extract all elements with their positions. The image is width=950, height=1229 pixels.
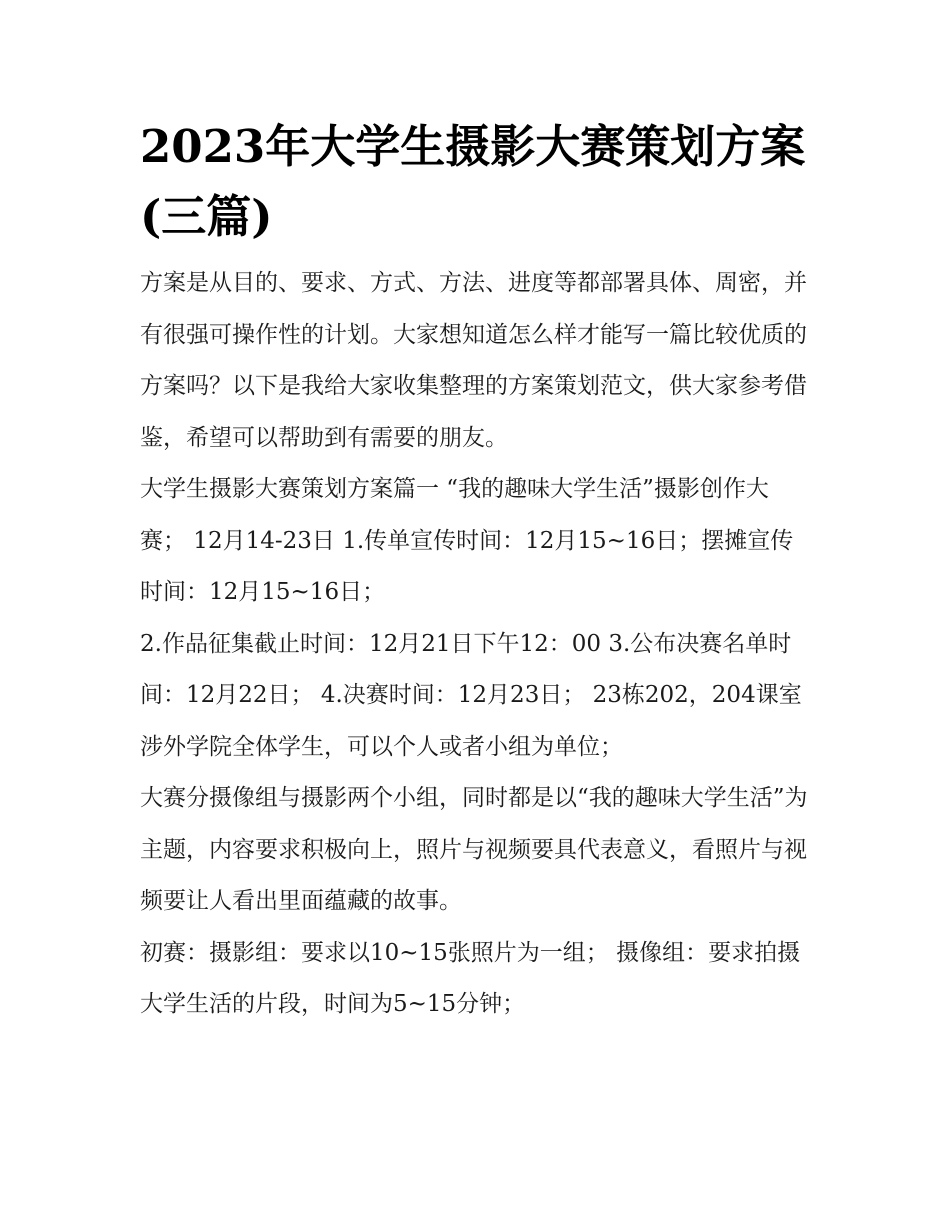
paragraph-schedule-part1: 大学生摄影大赛策划方案篇一 “我的趣味大学生活”摄影创作大赛； 12月14-23日 1.传单宣传时间：12月15~16日；摆摊宣传时间：12月15~16日； — [140, 476, 794, 605]
paragraph-participants: 涉外学院全体学生，可以个人或者小组为单位； — [140, 733, 623, 760]
paragraph-schedule-part2: 2.作品征集截止时间：12月21日下午12：00 3.公布决赛名单时间：12月22日； 4.决赛时间：12月23日； 23栋202，204课室 — [140, 630, 802, 708]
paragraph-contest-groups: 大赛分摄像组与摄影两个小组，同时都是以“我的趣味大学生活”为主题，内容要求积极向上，照片与视频要具代表意义，看照片与视频要让人看出里面蕴藏的故事。 — [140, 785, 808, 914]
paragraph-intro: 方案是从目的、要求、方式、方法、进度等都部署具体、周密，并有很强可操作性的计划。大家想知道怎么样才能写一篇比较优质的方案吗？以下是我给大家收集整理的方案策划范文，供大家参考借鉴，希望可以帮助到有需要的朋友。 — [140, 270, 807, 451]
document-body — [140, 112, 812, 1031]
paragraph-preliminary-round: 初赛：摄影组：要求以10~15张照片为一组； 摄像组：要求拍摄大学生活的片段，时间为5~15分钟； — [140, 939, 801, 1017]
document-title: 2023年大学生摄影大赛策划方案(三篇) — [140, 120, 806, 243]
